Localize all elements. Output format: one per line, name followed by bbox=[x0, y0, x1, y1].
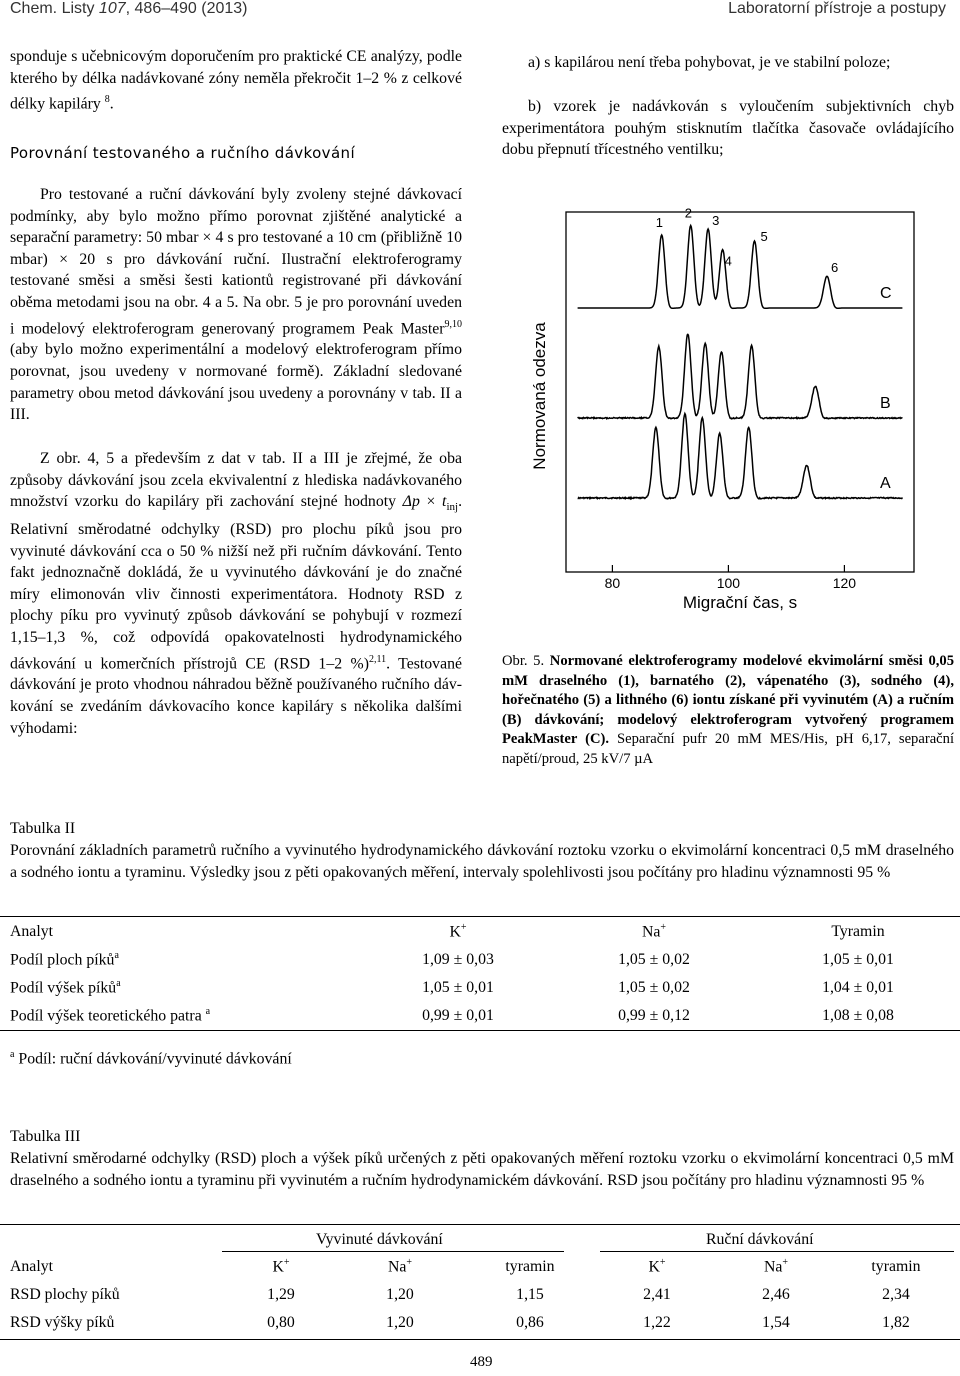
intro-paragraph bbox=[10, 46, 462, 115]
cell: 1,82 bbox=[882, 1314, 910, 1331]
paragraph-1-text-end: (aby bylo možno experimentální a modelový elektroferogram přímo porovnat, jsou uvedeny v normované formě). Základní sledované parametry obou metod dávkování jsou uvedeny a porovnány v tab. II a III. bbox=[10, 341, 462, 424]
footnote-mark: a bbox=[116, 978, 121, 990]
cell: 1,54 bbox=[762, 1314, 790, 1331]
row-label-text: Podíl výšek píků bbox=[10, 979, 117, 997]
reference-mark: 9,10 bbox=[444, 318, 462, 330]
journal-citation bbox=[10, 0, 248, 18]
row-label bbox=[10, 946, 370, 974]
header-analyt: Analyt bbox=[10, 1258, 53, 1275]
subheader bbox=[222, 1253, 340, 1281]
cell: 0,86 bbox=[516, 1314, 544, 1331]
charge-sup: + bbox=[460, 922, 467, 934]
table-row bbox=[10, 946, 954, 974]
table-row bbox=[10, 974, 954, 1002]
charge-sup: + bbox=[660, 922, 667, 934]
cell: 1,04 ± 0,01 bbox=[822, 979, 894, 996]
cell: 1,05 ± 0,01 bbox=[422, 979, 494, 996]
journal-volume: 107 bbox=[98, 0, 126, 17]
times-symbol: × bbox=[419, 493, 443, 511]
section-heading: Porovnání testovaného a ručního dávkování bbox=[10, 144, 356, 162]
figure-caption bbox=[502, 652, 954, 770]
subheader-text: tyramin bbox=[505, 1258, 555, 1275]
table-2-top-rule bbox=[0, 916, 960, 917]
header-tyramin: Tyramin bbox=[831, 923, 885, 940]
cell: 1,15 bbox=[516, 1286, 544, 1303]
trace-label-b: B bbox=[880, 395, 891, 412]
paragraph-2-text: Z obr. 4, 5 a především z dat v tab. II a III je zřejmé, že oba způsoby dávkování jsou zcela ekvivalentní z hlediska nadávkovaného množství vzorku do kapiláry při zachování stejné hodnoty bbox=[10, 450, 462, 511]
subheader-text: Na bbox=[387, 1258, 407, 1276]
x-tick-label: 100 bbox=[716, 575, 741, 591]
cell: 1,05 ± 0,02 bbox=[618, 979, 690, 996]
group-rule-developed bbox=[222, 1251, 564, 1252]
cell: 1,05 ± 0,01 bbox=[822, 951, 894, 968]
cell: 1,20 bbox=[386, 1286, 414, 1303]
footnote-mark: a bbox=[114, 950, 119, 962]
electropherogram-figure bbox=[502, 186, 954, 646]
list-item-a: a) s kapilárou není třeba pohybovat, je ve stabilní poloze; bbox=[528, 54, 891, 71]
footnote-mark: a bbox=[10, 1049, 15, 1060]
peak-label-1: 1 bbox=[655, 214, 663, 230]
x-tick-label: 120 bbox=[832, 575, 857, 591]
charge-sup: + bbox=[659, 1257, 666, 1269]
journal-name: Chem. Listy bbox=[10, 0, 99, 17]
inj-subscript: inj bbox=[446, 501, 459, 514]
charge-sup: + bbox=[283, 1257, 290, 1269]
subheader-text: K bbox=[272, 1258, 284, 1276]
cell: 0,99 ± 0,12 bbox=[618, 1007, 690, 1024]
x-tick-label: 80 bbox=[604, 575, 621, 591]
row-label-text: Podíl výšek teoretického patra bbox=[10, 1007, 206, 1025]
footnote-mark: a bbox=[205, 1006, 211, 1018]
section-name: Laboratorní přístroje a postupy bbox=[728, 0, 946, 17]
subheader bbox=[714, 1253, 838, 1281]
subheader bbox=[460, 1253, 600, 1281]
cell: 1,22 bbox=[643, 1314, 671, 1331]
cell: 2,46 bbox=[762, 1286, 790, 1303]
page-number: 489 bbox=[470, 1354, 493, 1370]
list-item-b: b) vzorek je nadávkován s vyloučením subjektivních chyb experimentátora pouhým stisknutím tlačítka časovače ovládajícího dobu přepnutí třícestného ventilku; bbox=[502, 98, 954, 159]
row-label bbox=[10, 974, 370, 1002]
caption-bold: Normované elektroferogramy modelové ekvimolární směsi 0,05 mM draselného (1), barnatého (2), vápenatého (3), sodného (4), hořečnatého (5) a lithného (6) iontu získané při vyvinutém (A) a ručním (B) dávkování; modelový elektroferogram vytvořený programem PeakMaster (C). bbox=[502, 653, 954, 748]
reference-mark: 2,11 bbox=[368, 653, 387, 665]
row-label bbox=[10, 1002, 370, 1030]
table-3-title: Relativní směrodarné odchylky (RSD) ploch a výšek píků určených z pěti opakovaných měření roztoku vzorku o ekvimolární koncentraci 0,5 mM draselného a sodného iontu a tyraminu při vyvinutém a ručním hydrodynamickém dávkování. RSD jsou počítány pro hladinu významnosti 95 % bbox=[10, 1150, 954, 1189]
table-2-footnote bbox=[10, 1044, 292, 1070]
running-head bbox=[0, 0, 960, 24]
delta-p-symbol: Δp bbox=[402, 493, 420, 511]
intro-text: sponduje s učebnicovým doporučením pro praktické CE analýzy, podle kterého by délka nadávkované zóny neměla překročit 1–2 % z celkové délky kapiláry bbox=[10, 48, 462, 113]
peak-label-4: 4 bbox=[724, 253, 732, 269]
cell: 1,20 bbox=[386, 1314, 414, 1331]
header-na-text: Na bbox=[641, 923, 661, 941]
row-label: RSD plochy píků bbox=[10, 1286, 120, 1303]
header-analyt: Analyt bbox=[10, 923, 53, 940]
body-paragraph-1 bbox=[10, 184, 462, 426]
t-symbol: t bbox=[442, 493, 447, 511]
table-3-bottom-rule bbox=[0, 1339, 960, 1340]
trace-label-c: C bbox=[880, 285, 892, 302]
row-label-text: Podíl ploch píků bbox=[10, 951, 115, 969]
paragraph-1-text: Pro testované a ruční dávkování byly zvoleny stejné dávkovací podmínky, aby bylo možno přímo porovnat zjištěné analytické a separační parametry: 50 mbar × 4 s pro testované a 10 cm (přibližně 10 mbar) × 20 s pro dávkování ruční. Ilustrační elektroferogramy testované směsi a směsi šesti kationtů registrované při dávkování oběma metodami jsou na obr. 4 a 5. Na obr. 5 je pro porovnání uveden i modelový elektroferogram generovaný programem Peak Master bbox=[10, 186, 462, 337]
y-axis-label: Normovaná odezva bbox=[530, 322, 549, 470]
charge-sup: + bbox=[782, 1257, 789, 1269]
footnote-text: Podíl: ruční dávkování/vyvinuté dávkování bbox=[14, 1050, 292, 1068]
subheader-text: tyramin bbox=[871, 1258, 921, 1275]
caption-lead: Obr. 5. bbox=[502, 653, 550, 669]
subheader bbox=[838, 1253, 954, 1281]
row-label: RSD výšky píků bbox=[10, 1314, 115, 1331]
peak-label-2: 2 bbox=[684, 205, 692, 221]
table-2-title: Porovnání základních parametrů ručního a vyvinutého hydrodynamického dávkování roztoku vzorku o ekvimolární koncentraci 0,5 mM draselného a sodného iontu a tyraminu. Výsledky jsou z pěti opakovaných měření, intervaly spolehlivosti jsou počítány pro hladinu významnosti 95 % bbox=[10, 842, 954, 881]
reference-mark: 8 bbox=[104, 94, 110, 106]
peak-label-5: 5 bbox=[760, 228, 768, 244]
table-row bbox=[10, 1309, 954, 1337]
cell: 2,34 bbox=[882, 1286, 910, 1303]
header-na bbox=[546, 918, 762, 946]
cell: 2,41 bbox=[643, 1286, 671, 1303]
x-axis-label: Migrační čas, s bbox=[682, 593, 798, 612]
table-2-header-row bbox=[10, 918, 954, 946]
peak-label-3: 3 bbox=[712, 212, 720, 228]
cell: 1,29 bbox=[267, 1286, 295, 1303]
intro-end: . bbox=[109, 95, 114, 113]
charge-sup: + bbox=[406, 1257, 413, 1269]
table-3 bbox=[10, 1253, 954, 1337]
paragraph-2-text-mid: . Relativní směrodatné odchylky (RSD) pro plochu píků jsou pro vyvinuté dávkování cca o 50 % nižší než při ručním dávkování. Tento fakt jednoznačně dokládá, že u vyvinutého dávkování je do značné míry elimonován vliv činnosti experimentátora. Hodnoty RSD z plochy píku pro vyvinutý způsob dávkování se pohybují v rozmezí 1,15–1,3 %, což odpovídá opakovatelnosti hydrodynamického dávkování u komerčních přístrojů CE (RSD 1–2 %) bbox=[10, 493, 463, 672]
table-2 bbox=[10, 918, 954, 1030]
table-3-label: Tabulka III bbox=[10, 1128, 81, 1145]
body-paragraph-2 bbox=[10, 448, 462, 739]
peak-label-6: 6 bbox=[831, 260, 839, 276]
subheader bbox=[340, 1253, 460, 1281]
subheader-text: Na bbox=[763, 1258, 783, 1276]
cell: 1,09 ± 0,03 bbox=[422, 951, 494, 968]
group-header-developed: Vyvinuté dávkování bbox=[316, 1231, 443, 1248]
table-2-label: Tabulka II bbox=[10, 820, 76, 837]
paragraph-2-text-end: . Testované dávkování je proto vhodnou náhradou běžně používaného ručního dávkování se zvedáním dávkovacího konce kapiláry s několika dalšími výhodami: bbox=[10, 654, 462, 737]
cell: 0,80 bbox=[267, 1314, 295, 1331]
cell: 0,99 ± 0,01 bbox=[422, 1007, 494, 1024]
cell: 1,05 ± 0,02 bbox=[618, 951, 690, 968]
table-row bbox=[10, 1002, 954, 1030]
table-2-bottom-rule bbox=[0, 1030, 960, 1031]
group-rule-manual bbox=[600, 1251, 954, 1252]
header-k bbox=[370, 918, 546, 946]
cell: 1,08 ± 0,08 bbox=[822, 1007, 894, 1024]
table-row bbox=[10, 1281, 954, 1309]
table-3-header-row bbox=[10, 1253, 954, 1281]
journal-pages: , 486–490 (2013) bbox=[125, 0, 248, 17]
caption-rest: Separační pufr 20 mM MES/His, pH 6,17, separační napětí/proud, 25 kV/7 µA bbox=[502, 731, 954, 767]
subheader-text: K bbox=[648, 1258, 660, 1276]
trace-label-a: A bbox=[880, 475, 891, 492]
subheader bbox=[600, 1253, 714, 1281]
header-k-text: K bbox=[449, 923, 461, 941]
group-header-manual: Ruční dávkování bbox=[706, 1231, 814, 1248]
table-3-top-rule bbox=[0, 1224, 960, 1225]
